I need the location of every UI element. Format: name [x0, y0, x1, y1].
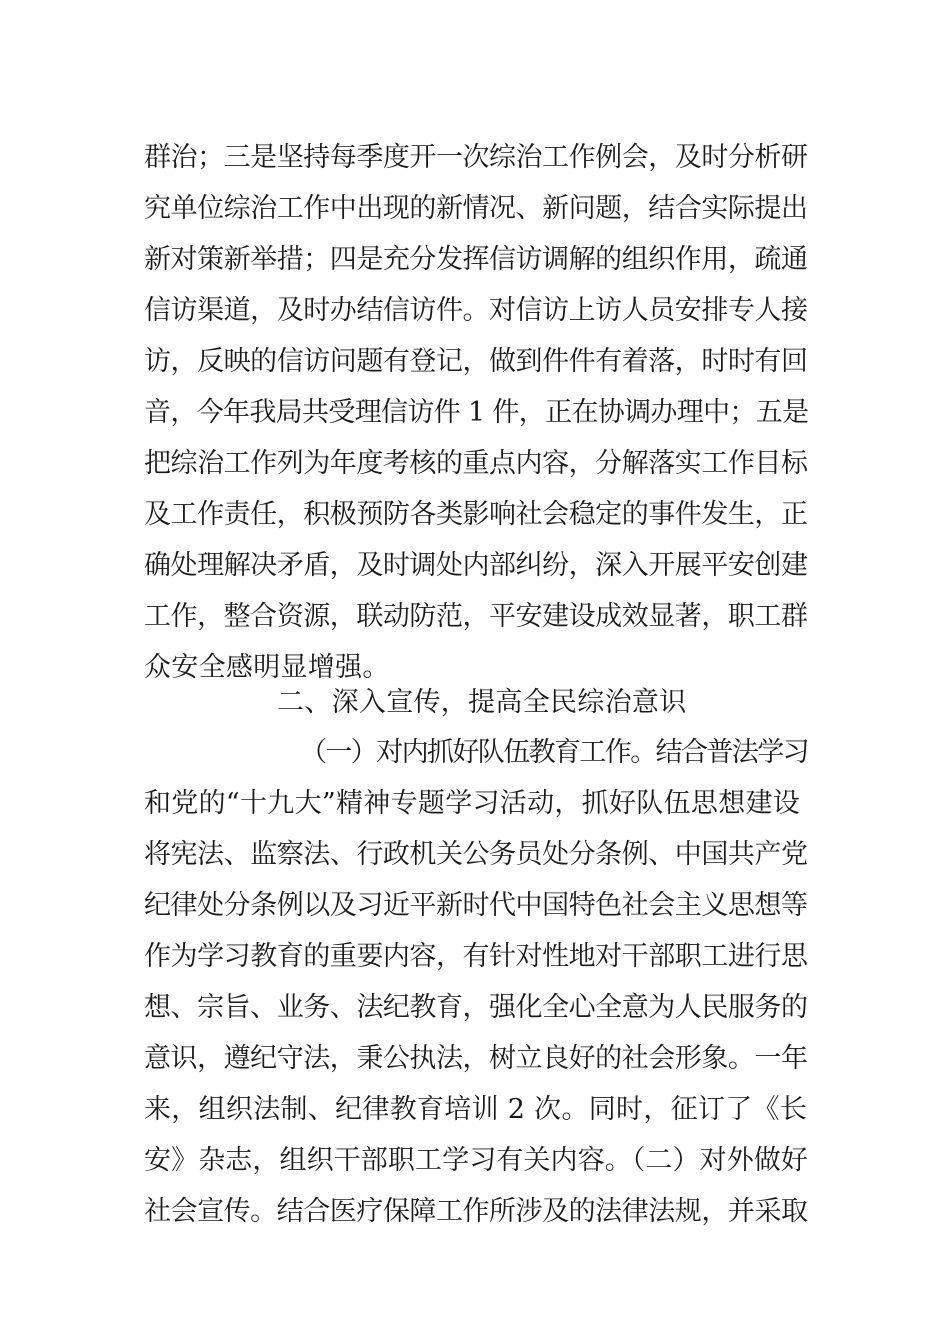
paragraph-2-line-2: 和党的“十九大”精神专题学习活动，抓好队伍思想建设 — [144, 788, 801, 819]
paragraph-1-line-9: 确处理解决矛盾，及时调处内部纠纷，深入开展平安创建 — [144, 550, 808, 581]
paragraph-2-line-6: 想、宗旨、业务、法纪教育，强化全心全意为人民服务的 — [144, 992, 808, 1023]
paragraph-2-line-8: 来，组织法制、纪律教育培训 2 次。同时，征订了《长 — [144, 1094, 808, 1125]
paragraph-2-line-3: 将宪法、监察法、行政机关公务员处分条例、中国共产党 — [144, 839, 808, 870]
paragraph-2-line-4: 纪律处分条例以及习近平新时代中国特色社会主义思想等 — [144, 890, 808, 921]
paragraph-1-line-11: 众安全感明显增强。 — [144, 652, 390, 683]
paragraph-1-line-5: 访，反映的信访问题有登记，做到件件有着落，时时有回 — [144, 346, 808, 377]
paragraph-1-line-2: 究单位综治工作中出现的新情况、新问题，结合实际提出 — [144, 193, 808, 224]
paragraph-2-line-5: 作为学习教育的重要内容，有针对性地对干部职工进行思 — [144, 941, 808, 972]
paragraph-1-line-7: 把综治工作列为年度考核的重点内容，分解落实工作目标 — [144, 448, 808, 479]
paragraph-1-line-3: 新对策新举措；四是充分发挥信访调解的组织作用，疏通 — [144, 244, 808, 275]
paragraph-2-line-10: 社会宣传。结合医疗保障工作所涉及的法律法规，并采取 — [144, 1196, 808, 1227]
section-heading: 二、深入宣传，提高全民综治意识 — [277, 687, 687, 718]
paragraph-2-line-1: （一）对内抓好队伍教育工作。结合普法学习 — [300, 737, 808, 768]
paragraph-2-line-9: 安》杂志，组织干部职工学习有关内容。（二）对外做好 — [144, 1145, 808, 1176]
paragraph-1-line-4: 信访渠道，及时办结信访件。对信访上访人员安排专人接 — [144, 295, 808, 326]
paragraph-1-line-1: 群治；三是坚持每季度开一次综治工作例会，及时分析研 — [144, 142, 808, 173]
paragraph-2-line-7: 意识，遵纪守法，秉公执法，树立良好的社会形象。一年 — [144, 1043, 808, 1074]
paragraph-1-line-10: 工作，整合资源，联动防范，平安建设成效显著，职工群 — [144, 601, 808, 632]
paragraph-1-line-8: 及工作责任，积极预防各类影响社会稳定的事件发生，正 — [144, 499, 808, 530]
paragraph-1-line-6: 音，今年我局共受理信访件 1 件，正在协调办理中；五是 — [144, 397, 809, 428]
